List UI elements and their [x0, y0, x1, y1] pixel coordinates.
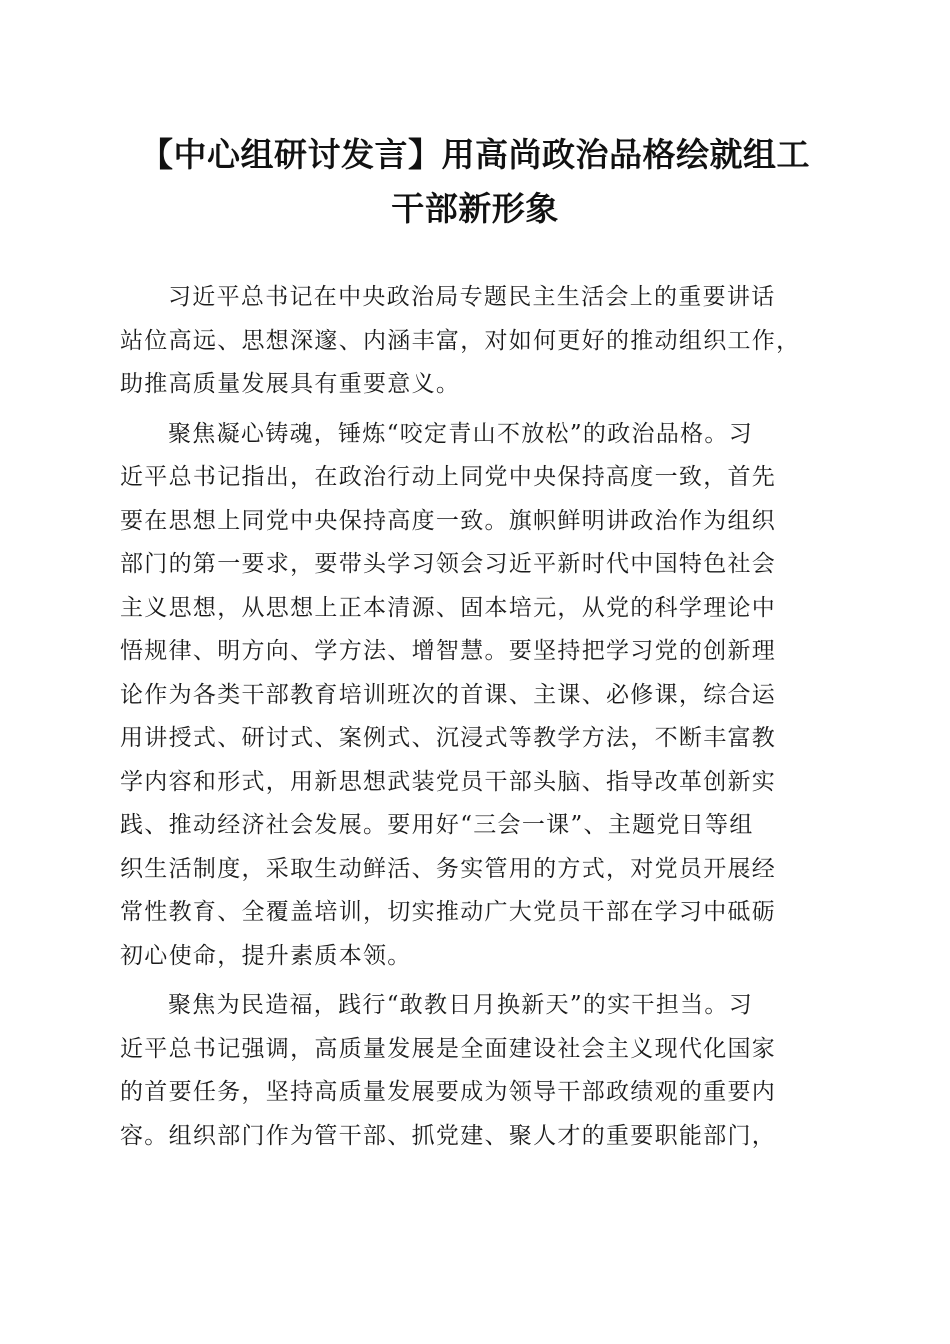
text-line: 助推高质量发展具有重要意义。	[120, 371, 461, 397]
text-line: 初心使命，提升素质本领。	[120, 942, 412, 969]
title-line: 【中心组研讨发言】用高尚政治品格绘就组工	[140, 135, 810, 174]
paragraph-practical-responsibility	[120, 984, 840, 1158]
text-line: 践、推动经济社会发展。要用好“三会一课”、主题党日等组	[120, 812, 754, 838]
paragraph-political-character	[120, 413, 840, 979]
text-line: 部门的第一要求，要带头学习领会习近平新时代中国特色社会	[120, 551, 777, 577]
text-line: 站位高远、思想深邃、内涵丰富，对如何更好的推动组织工作，	[120, 327, 801, 354]
text-line: 论作为各类干部教育培训班次的首课、主课、必修课，综合运	[120, 681, 777, 708]
title-line: 干部新形象	[391, 189, 559, 228]
text-line: 聚焦为民造福，践行“敢教日月换新天”的实干担当。习	[168, 992, 754, 1018]
paragraph-intro	[120, 276, 840, 407]
document-title	[110, 128, 840, 236]
text-line: 习近平总书记在中央政治局专题民主生活会上的重要讲话	[168, 284, 776, 310]
text-line: 织生活制度，采取生动鲜活、务实管用的方式，对党员开展经	[120, 855, 777, 882]
text-line: 聚焦凝心铸魂，锤炼“咬定青山不放松”的政治品格。习	[168, 420, 754, 447]
text-line: 主义思想，从思想上正本清源、固本培元，从党的科学理论中	[120, 594, 777, 621]
document-body	[120, 276, 840, 1164]
text-line: 容。组织部门作为管干部、抓党建、聚人才的重要职能部门，	[120, 1122, 777, 1149]
text-line: 的首要任务，坚持高质量发展要成为领导干部政绩观的重要内	[120, 1079, 777, 1105]
text-line: 近平总书记强调，高质量发展是全面建设社会主义现代化国家	[120, 1035, 777, 1062]
text-line: 要在思想上同党中央保持高度一致。旗帜鲜明讲政治作为组织	[120, 507, 777, 534]
text-line: 悟规律、明方向、学方法、增智慧。要坚持把学习党的创新理	[120, 638, 777, 664]
text-line: 用讲授式、研讨式、案例式、沉浸式等教学方法，不断丰富教	[120, 725, 777, 751]
text-line: 常性教育、全覆盖培训，切实推动广大党员干部在学习中砥砺	[120, 899, 777, 925]
text-line: 近平总书记指出，在政治行动上同党中央保持高度一致，首先	[120, 464, 777, 490]
text-line: 学内容和形式，用新思想武装党员干部头脑、指导改革创新实	[120, 768, 777, 795]
